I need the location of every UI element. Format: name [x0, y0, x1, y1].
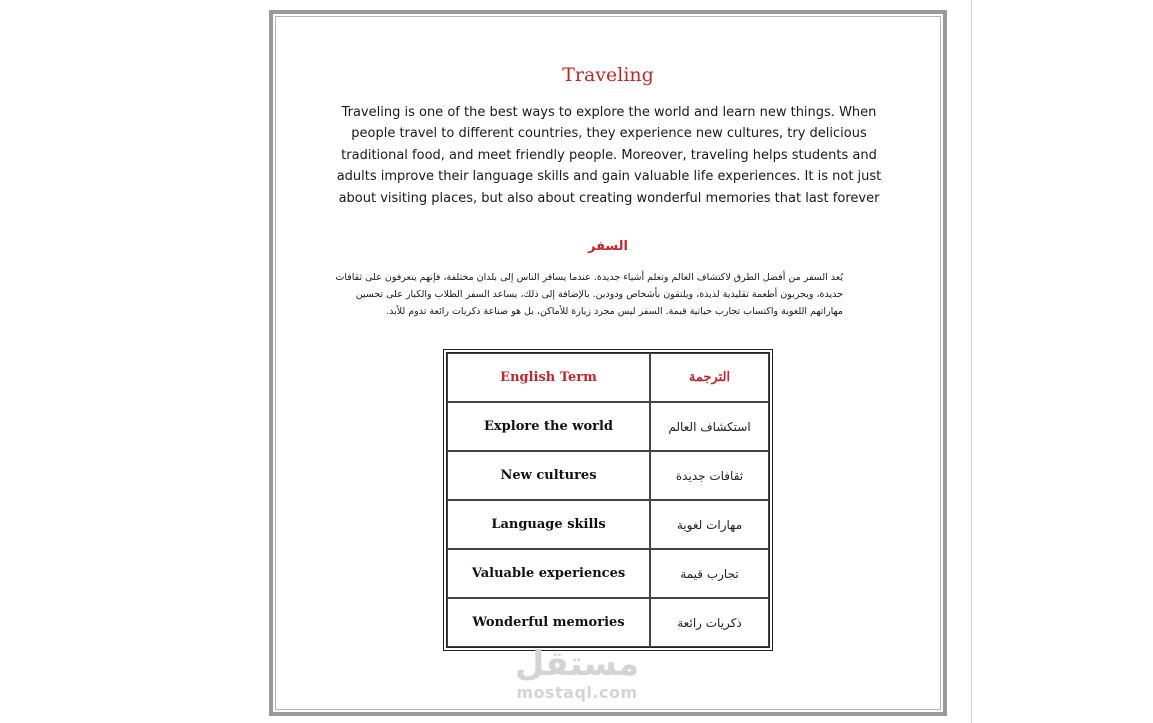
table-row [447, 402, 769, 451]
translation-cell: مهارات لغوية [650, 500, 769, 549]
english-term-cell: Explore the world [447, 402, 650, 451]
table-row [447, 549, 769, 598]
watermark-latin-text: mostaql.com [516, 683, 638, 702]
watermark-arabic-text: مستقل [514, 644, 640, 684]
table-row [447, 598, 769, 647]
english-paragraph: Traveling is one of the best ways to explore the world and learn new things. When people travel to different countries, they experience new cultures, try delicious traditional food, and meet friendly people. Moreover, traveling helps students and adults improve their language skills and gain valuable life experiences. It is not just about visiting places, but also about creating wonderful memories that last forever [336, 105, 882, 206]
translation-cell: ثقافات جديدة [650, 451, 769, 500]
english-term-cell: Language skills [447, 500, 650, 549]
english-term-cell: Valuable experiences [447, 549, 650, 598]
document-page [269, 10, 947, 716]
translation-cell: ذكريات رائعة [650, 598, 769, 647]
header-english-term: English Term [447, 353, 650, 402]
document-title: Traveling [562, 64, 654, 86]
translation-cell: تجارب قيمة [650, 549, 769, 598]
translation-cell: استكشاف العالم [650, 402, 769, 451]
english-term-cell: New cultures [447, 451, 650, 500]
table-row [447, 500, 769, 549]
scroll-edge-divider [971, 0, 972, 723]
arabic-title: السفر [587, 239, 628, 254]
table-row [447, 451, 769, 500]
english-term-cell: Wonderful memories [447, 598, 650, 647]
table-header-row [447, 353, 769, 402]
vocabulary-table [446, 352, 770, 648]
header-translation: الترجمة [650, 353, 769, 402]
arabic-paragraph: يُعد السفر من أفضل الطرق لاكتشاف العالم وتعلم أشياء جديدة. عندما يسافر الناس إلى بلدان مختلفة، فإنهم يتعرفون على ثقافات جديدة، ويجربون أطعمة تقليدية لذيذة، ويلتقون بأشخاص ودودين. بالإضافة إلى ذلك، يساعد السفر الطلاب والكبار على تحسين مهاراتهم اللغوية واكتساب تجارب حياتية قيمة. السفر ليس مجرد زيارة للأماكن، بل هو صناعة ذكريات رائعة تدوم للأبد. [335, 272, 843, 317]
